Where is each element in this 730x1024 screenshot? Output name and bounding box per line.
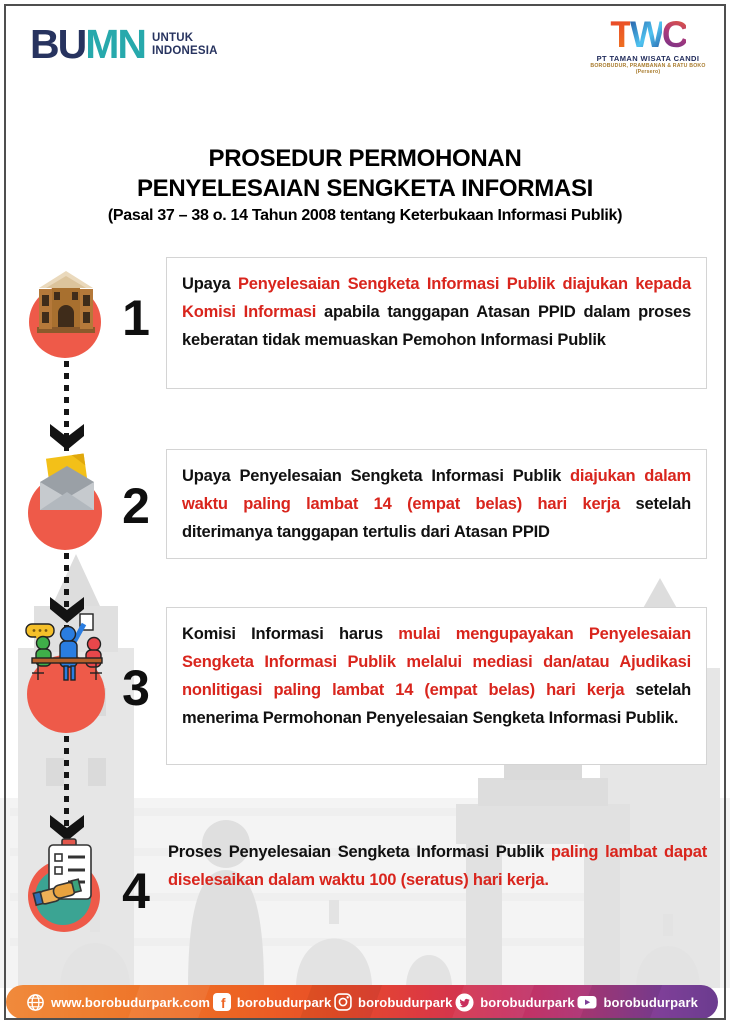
footer-instagram-link[interactable] xyxy=(334,993,452,1011)
step-1-text-box: Upaya Penyelesaian Sengketa Informasi Publik diajukan kepada Komisi Informasi apabila tanggapan Atasan PPID dalam proses keberatan tidak memuaskan Pemohon Informasi Publik xyxy=(166,257,707,389)
twc-logo xyxy=(588,16,708,75)
twc-company-name: PT TAMAN WISATA CANDI xyxy=(596,54,700,63)
agreement-checklist-handshake-icon xyxy=(32,837,102,911)
step-2-number: 2 xyxy=(122,478,150,534)
footer-facebook-link[interactable] xyxy=(213,993,331,1011)
bumn-logo-tagline: UNTUK INDONESIA xyxy=(151,32,218,57)
svg-text:f: f xyxy=(220,995,226,1011)
footer-youtube-label: borobudurpark xyxy=(603,994,698,1010)
mediation-meeting-icon xyxy=(24,610,110,690)
footer-website-link[interactable] xyxy=(26,993,210,1012)
footer-facebook-label: borobudurpark xyxy=(236,994,332,1010)
twc-company-subtitle: BOROBUDUR, PRAMBANAN & RATU BOKO (Persero) xyxy=(590,63,706,75)
bumn-logo xyxy=(30,21,218,67)
footer-twitter-link[interactable] xyxy=(455,993,574,1012)
facebook-icon xyxy=(213,993,231,1011)
instagram-icon xyxy=(334,993,352,1011)
youtube-icon xyxy=(577,993,597,1011)
footer-instagram-label: borobudurpark xyxy=(358,994,453,1010)
courthouse-building-icon xyxy=(33,271,99,335)
arrow-down-icon xyxy=(48,424,86,450)
open-envelope-letter-icon xyxy=(36,452,98,514)
page-title xyxy=(0,144,730,225)
step-1-number: 1 xyxy=(122,290,150,346)
footer-website-label: www.borobudurpark.com xyxy=(51,994,211,1010)
title-line-2: PENYELESAIAN SENGKETA INFORMASI xyxy=(136,175,594,202)
step-4-text: Proses Penyelesaian Sengketa Informasi Publik paling lambat dapat diselesaikan dalam waktu 100 (seratus) hari kerja. xyxy=(168,843,707,889)
step-2-text-box: Upaya Penyelesaian Sengketa Informasi Publik diajukan dalam waktu paling lambat 14 (empat belas) hari kerja setelah diterimanya tanggapan tertulis dari Atasan PPID xyxy=(166,449,707,559)
step-3-text-box: Komisi Informasi harus mulai mengupayakan Penyelesaian Sengketa Informasi Publik melalui mediasi dan/atau Ajudikasi nonlitigasi paling lambat 14 (empat belas) hari kerja setelah menerima Permohonan Penyelesaian Sengketa Informasi Publik. xyxy=(166,607,707,765)
footer-youtube-link[interactable] xyxy=(577,993,697,1011)
social-footer-bar xyxy=(6,985,718,1019)
title-subtitle: (Pasal 37 – 38 o. 14 Tahun 2008 tentang Keterbukaan Informasi Publik) xyxy=(107,207,623,224)
bumn-logo-wordmark: BUMN xyxy=(30,21,145,67)
footer-twitter-label: borobudurpark xyxy=(480,994,575,1010)
title-line-1: PROSEDUR PERMOHONAN xyxy=(208,145,522,172)
step-3-number: 3 xyxy=(122,660,150,716)
step-4-number: 4 xyxy=(122,863,150,919)
twc-logo-wordmark: TWC xyxy=(610,14,686,55)
globe-icon xyxy=(26,993,45,1012)
twitter-icon xyxy=(455,993,474,1012)
